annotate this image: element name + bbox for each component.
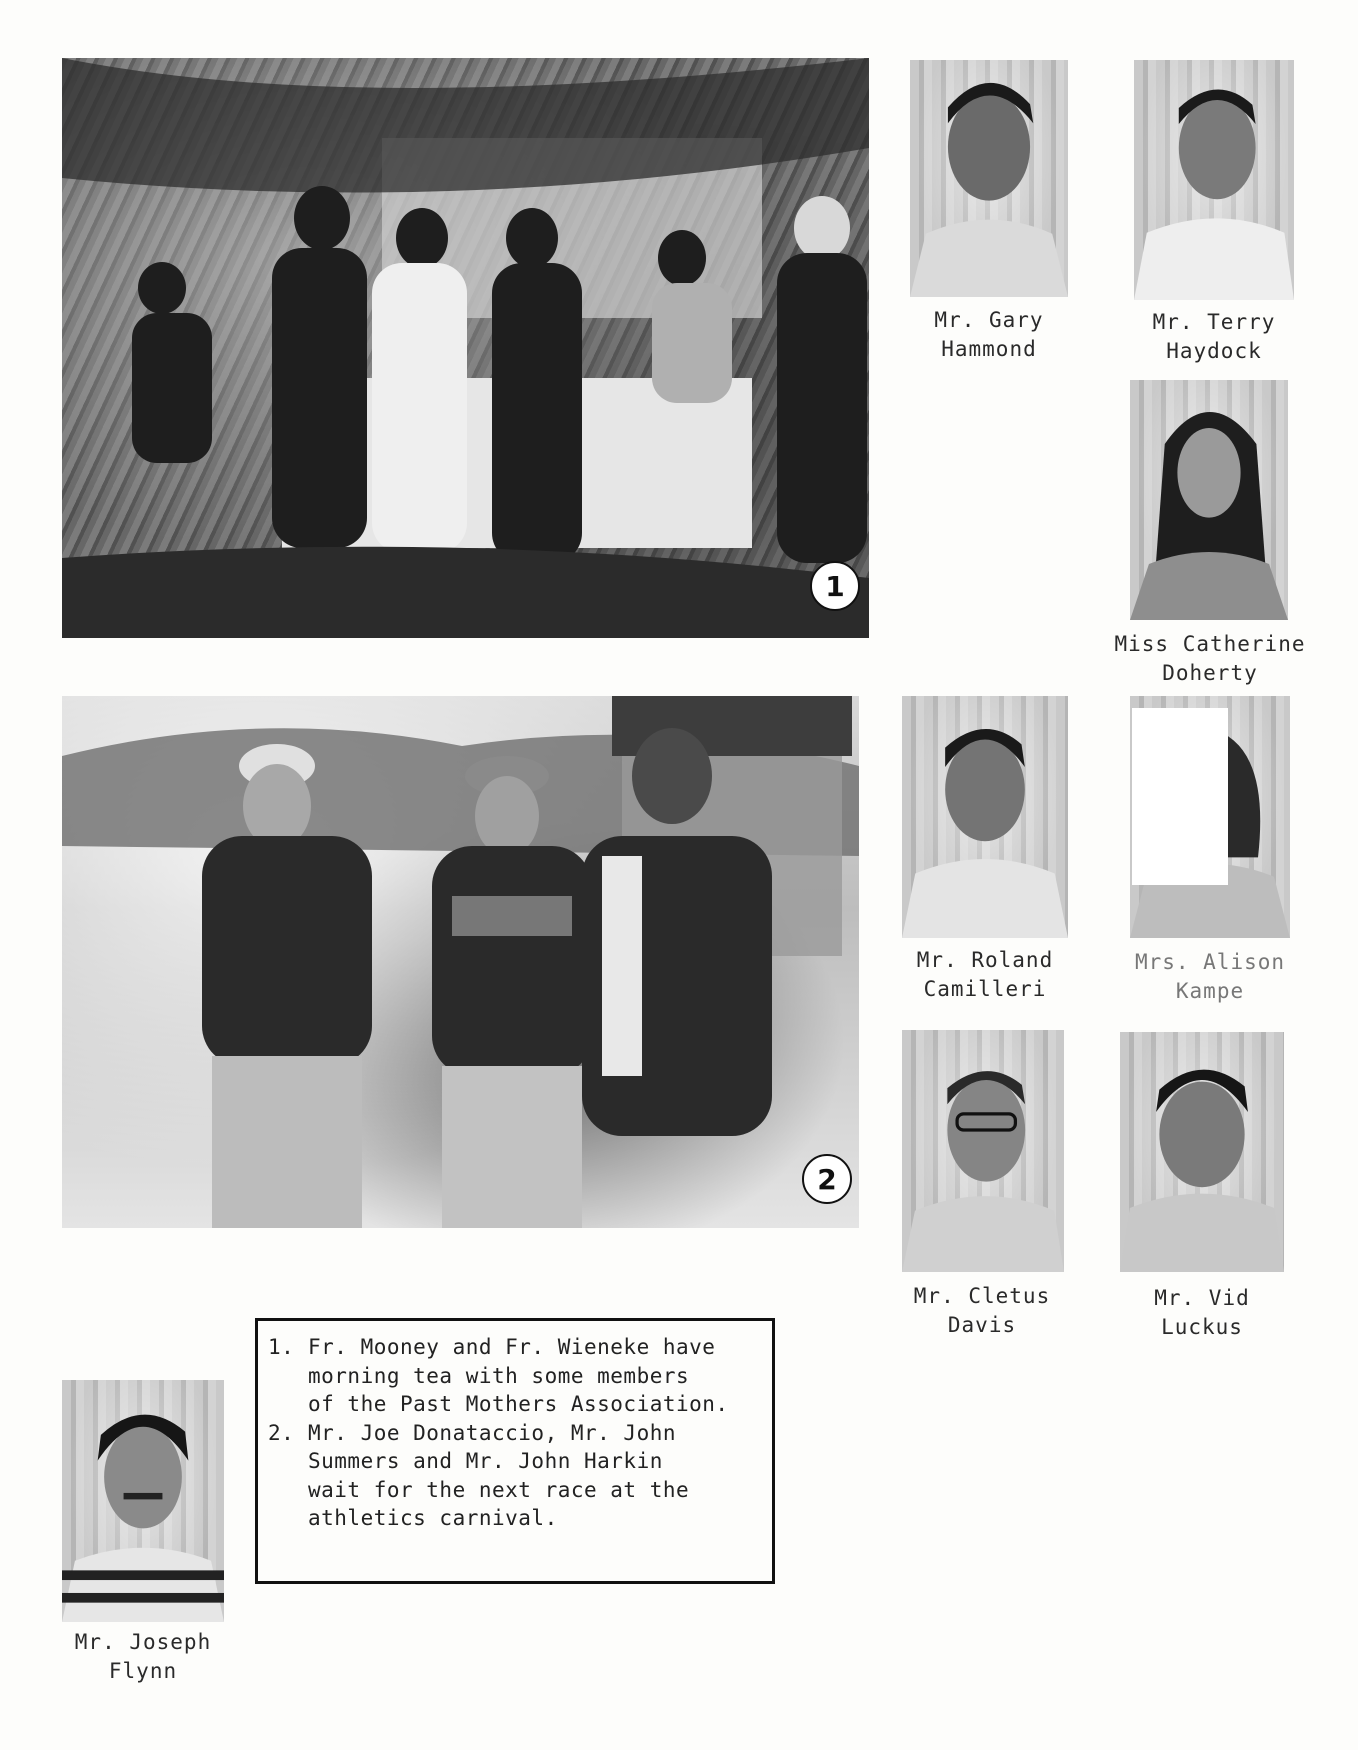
caption-text: Fr. Mooney and Fr. Wieneke have morning tea with some members of the Past Mothers Association. — [308, 1335, 729, 1416]
photo-captions-box — [255, 1318, 775, 1584]
photo-number-badge: 2 — [802, 1154, 852, 1204]
caption-joseph-flynn — [43, 1628, 243, 1686]
caption-alison-kampe — [1110, 948, 1310, 1006]
caption-line: Haydock — [1166, 339, 1262, 363]
caption-catherine-doherty — [1090, 630, 1330, 688]
portrait-silhouette — [902, 1030, 1064, 1272]
caption-gary-hammond — [900, 306, 1078, 364]
caption-line: Hammond — [941, 337, 1037, 361]
caption-cletus-davis — [882, 1282, 1082, 1340]
photo-morning-tea — [62, 58, 869, 638]
caption-line: Davis — [947, 1313, 1017, 1337]
portrait-vid-luckus — [1120, 1032, 1284, 1272]
caption-text: Mr. Joe Donataccio, Mr. John Summers and Mr. John Harkin wait for the next race at the athletics carnival. — [308, 1420, 690, 1530]
portrait-catherine-doherty — [1130, 380, 1288, 620]
portrait-silhouette — [62, 1380, 224, 1622]
caption-roland-camilleri — [892, 946, 1078, 1004]
caption-number: 1. — [268, 1335, 295, 1359]
portrait-silhouette — [1120, 1032, 1284, 1272]
portrait-silhouette — [910, 60, 1068, 297]
caption-line: Mr. Gary — [934, 308, 1044, 332]
caption-line: Mr. Vid — [1154, 1286, 1250, 1310]
photo-caption-item — [268, 1333, 764, 1419]
caption-line: Mr. Terry — [1152, 310, 1276, 334]
caption-number: 2. — [268, 1420, 295, 1445]
photo-athletics-carnival — [62, 696, 859, 1228]
caption-line: Doherty — [1162, 661, 1258, 685]
photo-athletics-carnival-illustration — [62, 696, 859, 1228]
caption-vid-luckus — [1100, 1284, 1304, 1342]
portrait-silhouette — [1130, 380, 1288, 620]
portrait-silhouette — [1134, 60, 1294, 300]
caption-line: Luckus — [1161, 1315, 1243, 1339]
redaction-box — [1132, 708, 1228, 885]
portrait-joseph-flynn — [62, 1380, 224, 1622]
caption-line: Mr. Roland — [916, 948, 1054, 972]
portrait-cletus-davis — [902, 1030, 1064, 1272]
caption-line: Mr. Cletus — [913, 1284, 1051, 1308]
portrait-roland-camilleri — [902, 696, 1068, 938]
portrait-alison-kampe — [1130, 696, 1290, 938]
caption-line: Miss Catherine — [1114, 632, 1306, 656]
caption-line: Mr. Joseph — [74, 1630, 212, 1654]
photo-caption-item — [268, 1419, 764, 1533]
portrait-gary-hammond — [910, 60, 1068, 297]
caption-line: Kampe — [1175, 979, 1245, 1003]
portrait-terry-haydock — [1134, 60, 1294, 300]
caption-line: Flynn — [108, 1659, 178, 1683]
photo-number-badge: 1 — [810, 561, 860, 611]
photo-morning-tea-illustration — [62, 58, 869, 638]
caption-line: Mrs. Alison — [1134, 950, 1286, 974]
portrait-silhouette — [902, 696, 1068, 938]
caption-line: Camilleri — [923, 977, 1047, 1001]
caption-terry-haydock — [1124, 308, 1304, 366]
